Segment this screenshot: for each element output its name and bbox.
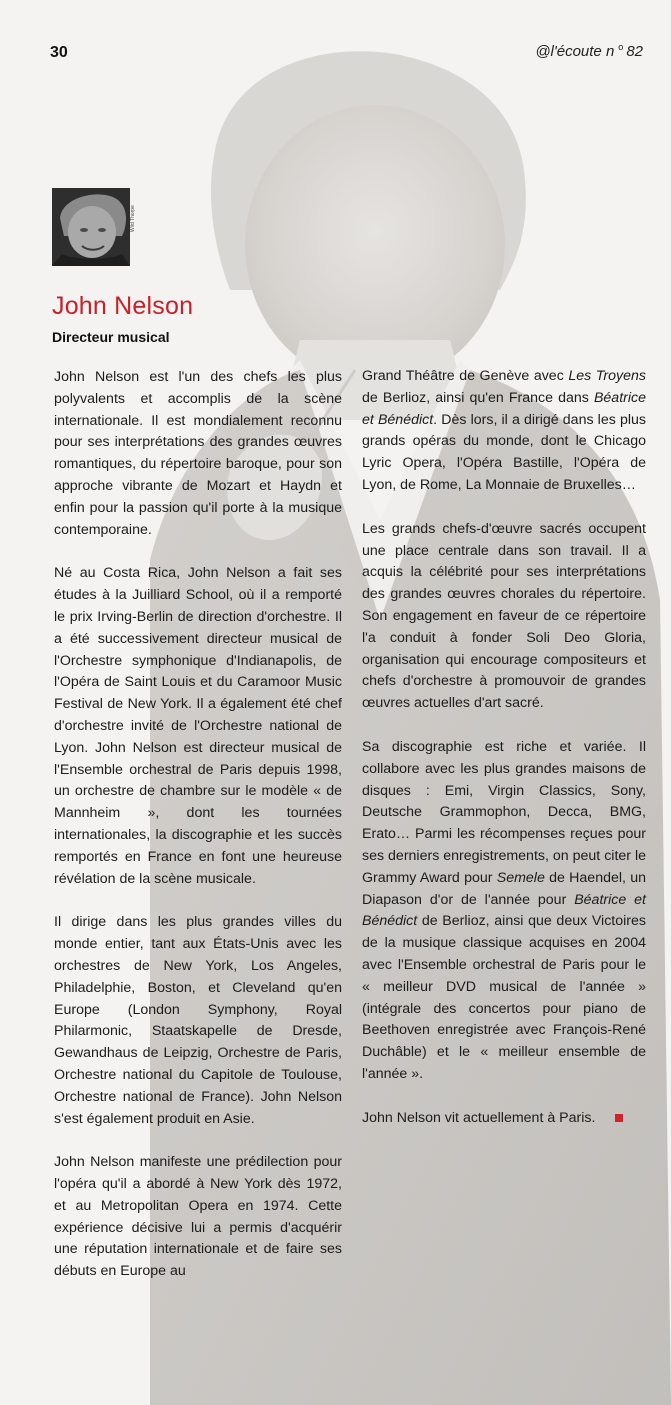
paragraph: Né au Costa Rica, John Nelson a fait ses études à la Juilliard School, où il a remporté le prix Irving-Berlin de direction d'orchestre. Il a été successivement directeur musical de l'Orchestre symphonique d'Indianapolis, de l'Opéra de Saint Louis et du Caramoor Music Festival de New York. Il a également été chef d'orchestre invité de l'Orchestre national de Lyon. John Nelson est directeur musical de l'Ensemble orchestral de Paris depuis 1998, un orchestre de chambre sur le modèle « de Mannheim », dont les tournées internationales, la discographie et les succès remportés en France en font une heureuse révélation de la scène musicale. xyxy=(54,565,342,887)
work-title: Semele xyxy=(496,869,545,886)
paragraph: Il dirige dans les plus grandes villes du monde entier, tant aux États-Unis avec les orchestres de New York, Los Angeles, Philadelphie, Boston, et Cleveland qu'en Europe (London Symphony, Royal Philarmonic, Staatskapelle de Dresde, Gewandhaus de Leipzig, Orchestre de Paris, Orchestre national du Capitole de Toulouse, Orchestre national de France). John Nelson s'est également produit en Asie. xyxy=(54,914,342,1127)
right-column xyxy=(362,366,646,1152)
paragraph xyxy=(362,737,646,1086)
issue-number-sign: o xyxy=(618,42,624,52)
photo-credit: Wild Thorpe xyxy=(130,205,136,232)
issue-label xyxy=(535,42,643,60)
issue-prefix: @l'écoute n xyxy=(535,43,615,60)
closing-paragraph xyxy=(362,1108,646,1130)
paragraph: John Nelson est l'un des chefs les plus polyvalents et accomplis de la scène internationale. Il est mondialement reconnu pour ses interprétations des grandes œuvres romantiques, du répertoire baroque, pour son approche vibrante de Mozart et Haydn et enfin pour la passion qu'il porte à la musique contemporaine. xyxy=(54,369,342,538)
paragraph xyxy=(362,366,646,497)
text-run: de Berlioz, ainsi que deux Victoires de la musique classique acquises en 2004 avec l'Ensemble orchestral de Paris pour le « meilleur DVD musical de l'année » (intégrale des concertos pour piano de Beethoven enregistrée avec François-René Duchâble) et le « meilleur ensemble de l'année ». xyxy=(362,913,646,1082)
paragraph: Les grands chefs-d'œuvre sacrés occupent une place centrale dans son travail. Il a acquis la célébrité pour ses interprétations des grandes œuvres chorales du répertoire. Son engagement en faveur de ce répertoire l'a conduit à fonder Soli Deo Gloria, organisation qui encourage compositeurs et chefs d'orchestre à promouvoir de grandes œuvres actuelles d'art sacré. xyxy=(362,520,646,712)
text-run: . Dès lors, il a dirigé dans les plus grands opéras du monde, dont le Chicago Lyric Opera, l'Opéra Bastille, l'Opéra de Lyon, de Rome, La Monnaie de Bruxelles… xyxy=(362,411,646,493)
portrait-photo-icon xyxy=(52,188,130,266)
portrait-photo xyxy=(52,188,130,266)
person-name: John Nelson xyxy=(52,292,194,320)
end-of-article-icon xyxy=(615,1114,623,1122)
text-run: de Berlioz, ainsi qu'en France dans xyxy=(362,389,594,406)
page-number: 30 xyxy=(50,44,68,61)
left-column xyxy=(54,367,342,1305)
work-title: Les Troyens xyxy=(568,368,646,384)
text-run: de Haendel, un Diapason d'or de l'année pour xyxy=(362,869,646,908)
text-run: Sa discographie est riche et variée. Il collabore avec les plus grandes maisons de disques : Emi, Virgin Classics, Sony, Deutsche Grammophon, Decca, BMG, Erato… Parmi les récompenses reçues pour ses derniers enregistrements, on peut citer le Grammy Award pour xyxy=(362,738,646,886)
person-role: Directeur musical xyxy=(52,329,170,345)
text-run: Grand Théâtre de Genève avec xyxy=(362,368,569,384)
text-run: John Nelson vit actuellement à Paris. xyxy=(362,1109,596,1126)
work-title: Béatrice et Bénédict xyxy=(362,389,646,428)
paragraph: John Nelson manifeste une prédilection pour l'opéra qu'il a abordé à New York dès 1972, et au Metropolitan Opera en 1974. Cette expérience décisive lui a permis d'acquérir une réputation internationale et de faire ses débuts en Europe au xyxy=(54,1154,342,1280)
issue-number: 82 xyxy=(626,43,643,60)
work-title: Béatrice et Bénédict xyxy=(362,891,646,930)
